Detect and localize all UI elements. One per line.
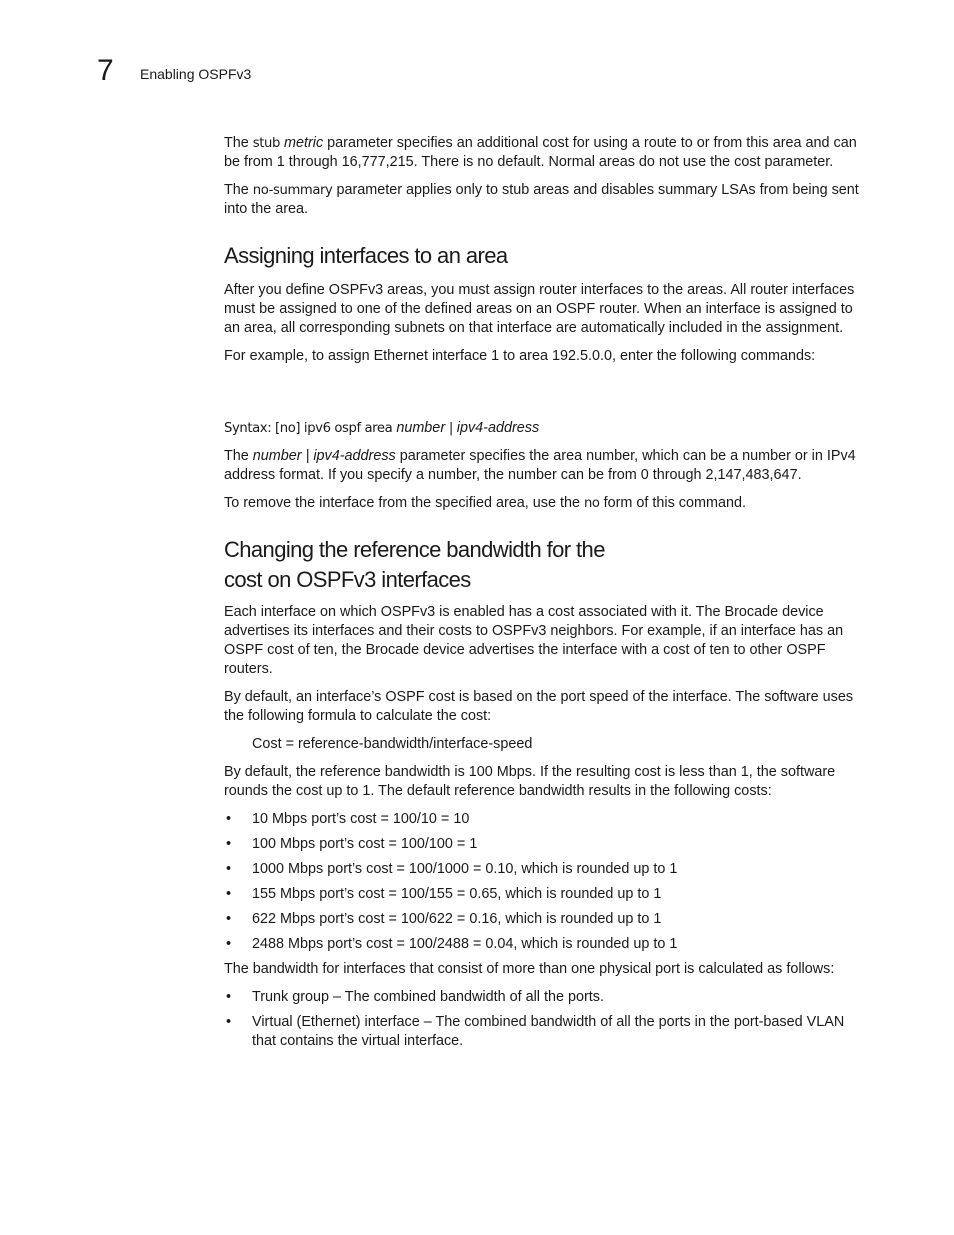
chapter-title: Enabling OSPFv3 [140,66,252,82]
list-item [224,988,872,1007]
list-item-text: 1000 Mbps port’s cost = 100/1000 = 0.10, which is rounded up to 1 [252,861,678,877]
text: parameter specifies an additional cost for using a route to or from this area and can be from 1 through 16,777,215. There is no default. Normal areas do not use the cost parameter. [224,135,857,170]
page-content [224,134,872,1057]
command-keyword: no [583,496,600,511]
text: To remove the interface from the specified area, use the [224,495,584,511]
list-item-text: Virtual (Ethernet) interface – The combined bandwidth of all the ports in the port-based VLAN that contains the virtual interface. [252,1014,845,1049]
variable: number [396,420,446,436]
no-summary-paragraph [224,181,872,219]
bullet: • [226,1014,232,1030]
variable: metric [283,135,324,151]
bullet: • [226,911,232,927]
command-keyword: stub [252,136,280,151]
text: The [224,448,253,464]
chapter-number: 7 [97,54,114,87]
example-spacer [224,375,872,419]
remove-paragraph [224,494,872,513]
assign-paragraph-1: After you define OSPFv3 areas, you must assign router interfaces to the areas. All router interfaces must be assigned to one of the defined areas on an OSPF router. When an interface is assigned to an area, all corresponding subnets on that interface are automatically included in the assignment. [224,282,855,336]
text: The [224,182,253,198]
list-item [224,860,872,879]
text: parameter specifies the area number, which can be a number or in IPv4 address format. If you specify a number, the number can be from 0 through 2,147,483,647. [224,448,856,483]
list-item-text: 155 Mbps port’s cost = 100/155 = 0.65, which is rounded up to 1 [252,886,662,902]
list-item [224,1013,872,1051]
list-item-text: 10 Mbps port’s cost = 100/10 = 10 [252,811,470,827]
cost-formula: Cost = reference-bandwidth/interface-speed [252,736,533,752]
heading-line-1: Changing the reference bandwidth for the [224,537,605,562]
list-item [224,885,872,904]
bullet: • [226,836,232,852]
bullet: • [226,936,232,952]
pipe: | [445,421,457,436]
variable: number | ipv4-address [252,448,396,464]
syntax-label: Syntax: [no] ipv6 ospf area [224,421,393,436]
list-item [224,910,872,929]
change-paragraph-3: By default, the reference bandwidth is 100 Mbps. If the resulting cost is less than 1, the software rounds the cost up to 1. The default reference bandwidth results in the following costs: [224,764,836,799]
bandwidth-list [224,988,872,1051]
list-item-text: 622 Mbps port’s cost = 100/622 = 0.16, which is rounded up to 1 [252,911,662,927]
heading-line-2: cost on OSPFv3 interfaces [224,567,471,592]
bullet: • [226,811,232,827]
change-paragraph-1: Each interface on which OSPFv3 is enabled has a cost associated with it. The Brocade device advertises its interfaces and their costs to OSPFv3 neighbors. For example, if an interface has an OSPF cost of ten, the Brocade device advertises the interface with a cost of ten to other OSPF routers. [224,604,844,677]
cost-list [224,810,872,954]
param-paragraph [224,447,872,485]
command-keyword: no-summary [252,183,333,198]
bullet: • [226,861,232,877]
text: The [224,135,253,151]
variable: ipv4-address [456,420,540,436]
bullet: • [226,886,232,902]
stub-paragraph [224,134,872,172]
list-item-text: 2488 Mbps port’s cost = 100/2488 = 0.04, which is rounded up to 1 [252,936,678,952]
bullet: • [226,989,232,1005]
list-item-text: 100 Mbps port’s cost = 100/100 = 1 [252,836,478,852]
list-item [224,835,872,854]
list-item-text: Trunk group – The combined bandwidth of all the ports. [252,989,604,1005]
section-heading-assign: Assigning interfaces to an area [224,243,508,268]
change-paragraph-4: The bandwidth for interfaces that consist of more than one physical port is calculated as follows: [224,961,835,977]
change-paragraph-2: By default, an interface’s OSPF cost is based on the port speed of the interface. The software uses the following formula to calculate the cost: [224,689,854,724]
assign-paragraph-2: For example, to assign Ethernet interface 1 to area 192.5.0.0, enter the following commands: [224,348,816,364]
text: parameter applies only to stub areas and disables summary LSAs from being sent into the area. [224,182,859,217]
list-item [224,810,872,829]
syntax-line [224,419,872,438]
section-heading-change [224,535,872,595]
text: form of this command. [599,495,746,511]
list-item [224,935,872,954]
